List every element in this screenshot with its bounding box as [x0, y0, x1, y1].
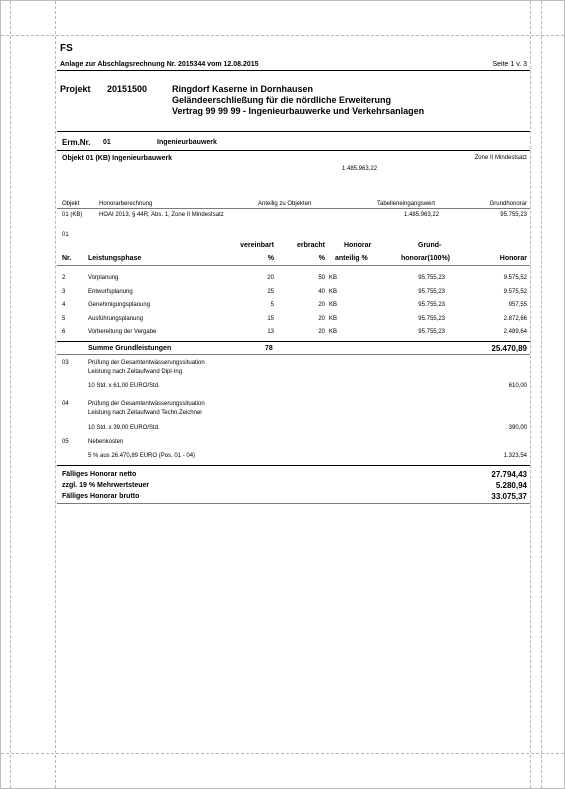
total-mwst-value: 5.280,94 [495, 481, 527, 490]
section-04-number: 04 [62, 401, 69, 407]
phase-grundhonorar: 95.755,23 [418, 329, 445, 335]
margin-guide-top [1, 35, 564, 36]
phase-row [1, 302, 564, 312]
col-vereinbart-2: % [267, 255, 274, 262]
summary-cell-honorarberechnung: HOAI 2013, § 44R, Abs. 1, Zone II Mindestsatz [99, 212, 224, 218]
phase-honorar: 2.489,64 [503, 329, 527, 335]
project-line-2: Geländeerschließung für die nördliche Erweiterung [172, 95, 392, 105]
col-leistungsphase: Leistungsphase [88, 255, 142, 262]
totals-bottom-rule [57, 503, 530, 504]
section-03-value: 610,00 [508, 383, 527, 389]
col-grund-2: honorar(100%) [401, 255, 451, 262]
summary-cell-objekt: 01 (KB) [62, 212, 83, 218]
sum-label: Summe Grundleistungen [88, 345, 172, 352]
phase-honorar: 957,55 [508, 302, 527, 308]
phase-kb: KB [329, 302, 338, 308]
attachment-title: Anlage zur Abschlagsrechnung Nr. 2015344 vom 12.08.2015 [60, 61, 259, 68]
section-03-line-1: Prüfung der Gesamtentwässerungssituation [88, 360, 205, 366]
phase-kb: KB [329, 288, 338, 295]
phase-name: Genehmigungsplanung [88, 302, 151, 308]
phase-grundhonorar: 95.755,23 [418, 288, 445, 295]
erm-rule [57, 150, 530, 151]
phase-grundhonorar: 95.755,23 [418, 302, 445, 308]
col-honorar: Honorar [499, 255, 527, 262]
margin-guide-bottom [1, 753, 564, 754]
phase-name: Vorplanung [88, 275, 119, 281]
section-05-number: 05 [62, 439, 69, 445]
project-rule [57, 131, 530, 132]
objekt-zone: Zone II Mindestsatz [474, 155, 527, 161]
phase-name: Vorbereitung der Vergabe [88, 329, 157, 335]
total-brutto-value: 33.075,37 [491, 492, 527, 501]
sum-value: 25.470,89 [491, 344, 527, 353]
section-04-line-2: Leistung nach Zeitaufwand Techn.Zeichner [88, 410, 203, 416]
phase-erbracht: 40 [318, 288, 325, 295]
margin-guide-left-outer [10, 1, 11, 788]
project-number: 20151500 [107, 84, 148, 94]
col-anteilig-2: anteilig % [335, 255, 368, 262]
total-brutto-label: Fälliges Honorar brutto [62, 493, 140, 500]
phase-nr: 6 [62, 329, 66, 335]
summary-cell-tabelleneingangswert: 1.485.963,22 [404, 212, 440, 218]
phase-vereinbart: 5 [270, 302, 274, 308]
phase-row [1, 316, 564, 326]
total-netto-label: Fälliges Honorar netto [62, 471, 137, 478]
phase-vereinbart: 15 [267, 315, 274, 322]
summary-header-objekt: Objekt [62, 201, 80, 207]
col-nr: Nr. [62, 255, 72, 262]
phase-kb: KB [329, 275, 338, 281]
erm-description: Ingenieurbauwerk [157, 139, 217, 146]
summary-header-anteilig: Anteilig zu Objekten [258, 201, 312, 207]
col-vereinbart-1: vereinbart [240, 242, 274, 249]
col-anteilig-1: Honorar [344, 242, 372, 249]
objekt-title: Objekt 01 (KB) Ingenieurbauwerk [62, 155, 173, 162]
summary-rule [57, 208, 530, 209]
header-rule [57, 70, 530, 71]
phase-table-rule [57, 265, 530, 266]
objekt-amount: 1.485.963,22 [342, 166, 378, 172]
sum-rule [57, 341, 530, 342]
section-01-number: 01 [62, 232, 69, 238]
phase-honorar: 2.872,66 [503, 315, 527, 322]
summary-cell-grundhonorar: 95.755,23 [500, 212, 527, 218]
phase-nr: 3 [62, 288, 66, 295]
section-05-value: 1.323,54 [503, 453, 527, 459]
erm-number: 01 [103, 139, 111, 146]
phase-erbracht: 50 [318, 275, 325, 281]
total-netto-value: 27.794,43 [491, 470, 527, 479]
page-indicator: Seite 1 v. 3 [492, 61, 527, 68]
project-line-3: Vertrag 99 99 99 - Ingenieurbauwerke und Verkehrsanlagen [172, 106, 425, 116]
section-04-calc: 10 Std. x 39,00 EURO/Std. [88, 425, 160, 431]
section-04-value: 390,00 [508, 425, 527, 431]
phase-vereinbart: 13 [267, 329, 274, 335]
phase-honorar: 9.575,52 [503, 275, 527, 281]
margin-guide-left [55, 1, 56, 788]
section-03-number: 03 [62, 360, 69, 366]
phase-row [1, 275, 564, 285]
section-05-calc: 5 % aus 26.470,89 EURO (Pos. 01 - 04) [88, 453, 196, 459]
company-code: FS [60, 43, 73, 54]
phase-name: Entwurfsplanung [88, 288, 133, 295]
section-04-line-1: Prüfung der Gesamtentwässerungssituation [88, 401, 205, 407]
phase-row [1, 289, 564, 299]
margin-guide-right [530, 1, 531, 788]
phase-erbracht: 20 [318, 302, 325, 308]
phase-grundhonorar: 95.755,23 [418, 275, 445, 281]
phase-name: Ausführungsplanung [88, 315, 144, 322]
erm-label: Erm.Nr. [62, 138, 91, 147]
summary-header-grundhonorar: Grundhonorar [489, 201, 527, 207]
sum-percent: 78 [265, 345, 273, 352]
phase-nr: 2 [62, 275, 66, 281]
phase-nr: 4 [62, 302, 66, 308]
margin-guide-right-outer [541, 1, 542, 788]
phase-kb: KB [329, 315, 338, 322]
project-line-1: Ringdorf Kaserne in Dornhausen [172, 84, 314, 94]
section-03-line-2: Leistung nach Zeitaufwand Dipl-Ing [88, 369, 183, 375]
phase-grundhonorar: 95.755,23 [418, 315, 445, 322]
col-erbracht-1: erbracht [296, 242, 325, 249]
total-mwst-label: zzgl. 19 % Mehrwertsteuer [62, 482, 150, 489]
summary-header-tabelleneingangswert: Tabelleneingangswert [377, 201, 436, 207]
sum-bottom-rule [57, 354, 530, 355]
phase-erbracht: 20 [318, 315, 325, 322]
summary-header-honorarberechnung: Honorarberechnung [99, 201, 153, 207]
phase-vereinbart: 25 [267, 288, 274, 295]
section-03-calc: 10 Std. x 61,00 EURO/Std. [88, 383, 160, 389]
phase-kb: KB [329, 329, 338, 335]
phase-row [1, 329, 564, 339]
totals-rule [57, 465, 530, 466]
phase-vereinbart: 20 [267, 275, 274, 281]
col-grund-1: Grund- [418, 242, 442, 249]
phase-nr: 5 [62, 315, 66, 322]
phase-honorar: 9.575,52 [503, 288, 527, 295]
project-label: Projekt [60, 84, 91, 94]
phase-erbracht: 20 [318, 329, 325, 335]
col-erbracht-2: % [318, 255, 325, 262]
section-05-line-1: Nebenkosten [88, 439, 124, 445]
